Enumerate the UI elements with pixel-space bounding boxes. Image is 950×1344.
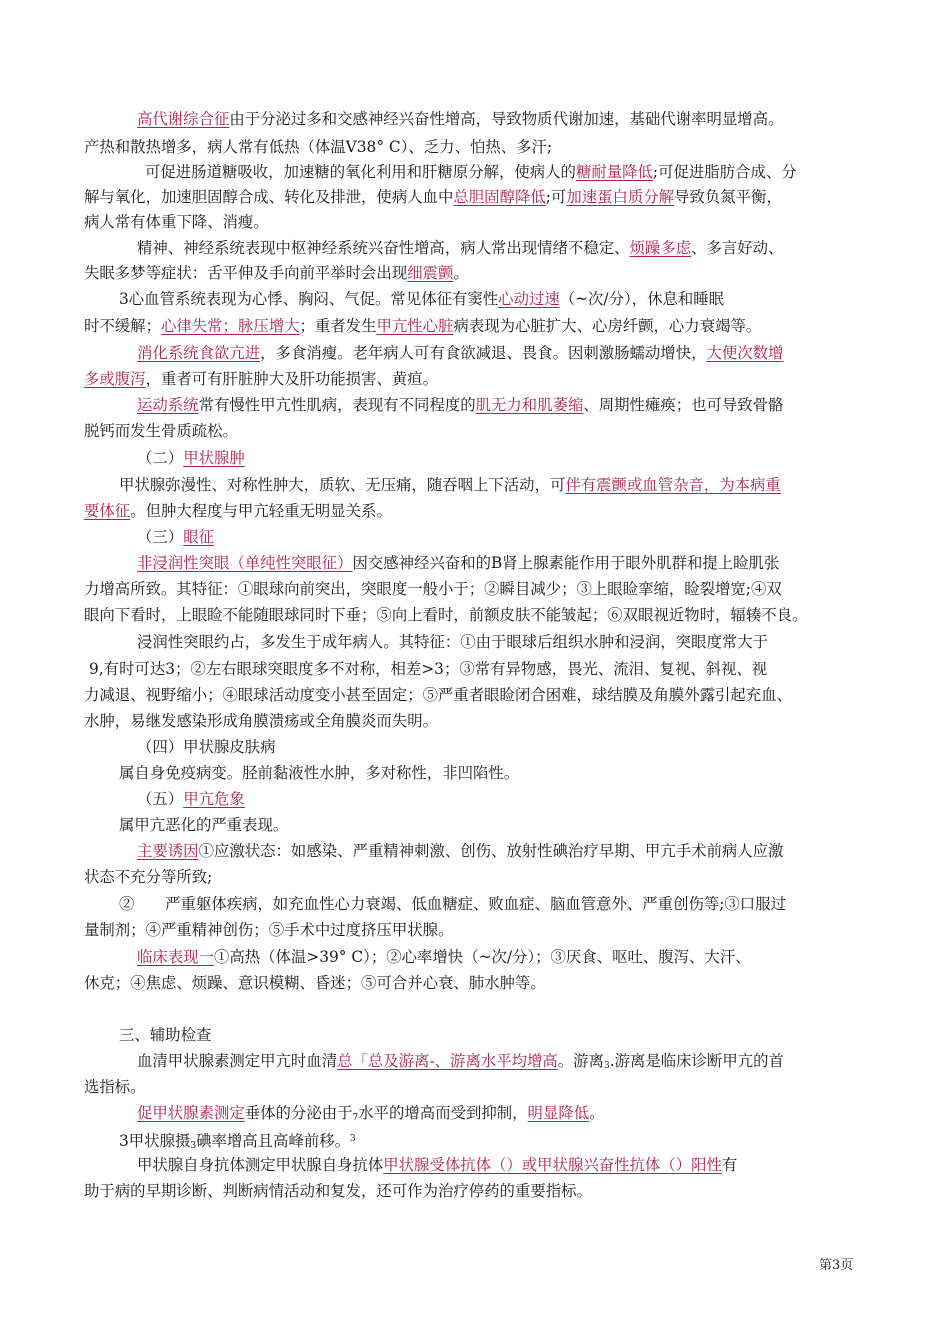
text-run: （五）	[137, 790, 184, 808]
text-run: 水肿，易继发感染形成角膜溃疡或全角膜炎而失明。	[84, 712, 438, 730]
text-run: 三、辅助检查	[119, 1026, 212, 1044]
text-line	[84, 212, 269, 232]
text-run: 3甲状腺摄	[119, 1132, 191, 1150]
text-run: 病人常有体重下降、消瘦。	[84, 213, 269, 231]
text-line	[137, 632, 768, 652]
text-run: 。	[589, 1104, 605, 1122]
text-line	[137, 1051, 784, 1076]
text-run: 浸润性突眼约占，多发生于成年病人。其特征：①由于眼球后组织水肿和浸润，突眼度常大于	[137, 633, 769, 651]
text-run: 。但肿大程度与甲亢轻重无明显关系。	[130, 502, 392, 520]
text-run: 血清甲状腺素测定甲亢时血清	[137, 1052, 338, 1070]
text-run: 。	[453, 264, 469, 282]
text-line	[137, 841, 783, 861]
highlighted-term: 眼征	[183, 528, 214, 546]
text-run: 由于分泌过多和交感神经兴奋性增高，导致物质代谢加速，基础代谢率明显增高。	[229, 110, 784, 128]
text-run: 因交感神经兴奋和的B肾上腺素能作用于眼外肌群和提上睑肌张	[352, 554, 780, 572]
text-line	[84, 920, 453, 940]
text-run: 甲状腺弥漫性、对称性肿大，质软、无压痛，随吞咽上下活动，可	[119, 476, 566, 494]
text-run: 力增高所致。其特征：①眼球向前突出，突眼度一般小于；②瞬目减少；③上眼睑挛缩，睑裂增宽;④双	[84, 580, 782, 598]
text-run: 可促进肠道糖吸收，加速糖的氧化利用和肝糖原分解，使病人的	[145, 163, 576, 181]
text-line	[119, 763, 519, 783]
text-run: 助于病的早期诊断、判断病情活动和复发，还可作为治疗停药的重要指标。	[84, 1182, 592, 1200]
text-run: 产热和散热增多，病人常有低热（体温V38° C）、乏力、怕热、多汗;	[84, 138, 553, 156]
highlighted-term: 心动过速	[498, 290, 560, 308]
highlighted-term: 大便次数增	[706, 344, 784, 362]
text-line	[119, 289, 724, 309]
text-run: 解与氧化，加速胆固醇合成、转化及排泄，使病人血中	[84, 188, 454, 206]
text-line	[137, 553, 779, 573]
text-line	[137, 395, 783, 415]
text-line	[84, 187, 782, 207]
text-run: 水平的增高而受到抑制，	[358, 1104, 528, 1122]
text-line	[84, 501, 392, 521]
subscript: 3	[190, 1141, 197, 1151]
highlighted-term: 伴有震颤或血管杂音，为本病重	[565, 476, 781, 494]
text-run: ；重者发生	[299, 317, 377, 335]
highlighted-term: 甲状腺肿	[183, 449, 245, 467]
text-line	[137, 789, 245, 809]
text-line	[137, 238, 783, 258]
text-run: ，多食消瘦。老年病人可有食欲减退、畏食。因刺激肠蠕动增快，	[260, 344, 707, 362]
text-line	[84, 579, 782, 599]
text-line	[119, 1129, 356, 1156]
text-line	[119, 815, 288, 835]
text-run: ② 严重躯体疾病，如充血性心力衰竭、低血糖症、败血症、脑血管意外、严重创伤等;③口服过	[119, 895, 786, 913]
subscript: 7	[352, 1113, 359, 1123]
text-line	[137, 109, 783, 129]
highlighted-term: 总胆固醇降低	[453, 188, 546, 206]
text-run: ;可	[545, 188, 567, 206]
highlighted-term: 明显降低	[527, 1104, 590, 1122]
text-run: ;可促进脂肪合成、分	[652, 163, 797, 181]
text-line	[84, 605, 807, 625]
text-run: 力减退、视野缩小；④眼球活动度变小甚至固定；⑤严重者眼睑闭合困难，球结膜及角膜外露引起充血、	[84, 686, 792, 704]
highlighted-term: 要体征	[84, 502, 131, 520]
text-run: 休克；④焦虑、烦躁、意识模糊、昏迷；⑤可合并心衰、肺水肿等。	[84, 974, 546, 992]
text-line	[89, 659, 767, 679]
text-run: 属自身免疫病变。胫前黏液性水肿，多对称性，非凹陷性。	[119, 764, 520, 782]
highlighted-term: 加速蛋白质分解	[566, 188, 675, 206]
highlighted-term: 细震颤	[407, 264, 454, 282]
text-run: （四）甲状腺皮肤病	[137, 738, 276, 756]
text-run: ，重者可有肝脏肿大及肝功能损害、黄疸。	[145, 370, 439, 388]
text-run: （二）	[137, 449, 184, 467]
text-run: 状态不充分等所致;	[84, 868, 213, 886]
text-run: 时不缓解；	[84, 317, 161, 335]
text-run: 碘率增高且高峰前移。	[196, 1132, 351, 1150]
highlighted-term: 甲亢性心脏	[376, 317, 454, 335]
text-line	[84, 137, 552, 157]
text-line	[137, 947, 751, 967]
text-run: （三）	[137, 528, 184, 546]
text-line	[84, 973, 546, 993]
page-number: 第3页	[819, 1258, 854, 1273]
text-run: 失眠多梦等症状：舌平伸及手向前平举时会出现	[84, 264, 408, 282]
highlighted-term: 非浸润性突眼（单纯性突眼征）	[137, 554, 353, 572]
highlighted-term: 运动系统	[137, 396, 199, 414]
highlighted-term: 肌无力和肌萎缩	[475, 396, 584, 414]
text-line	[137, 527, 214, 547]
text-run: 精神、神经系统表现中枢神经系统兴奋性增高，病人常出现情绪不稳定、	[137, 239, 630, 257]
highlighted-term: 心律失常；脉压增大	[160, 317, 300, 335]
text-run: 3心血管系统表现为心悸、胸闷、气促。常见体征有窦性	[119, 290, 499, 308]
text-run: .游离是临床诊断甲亢的首	[609, 1052, 784, 1070]
highlighted-term: 糖耐量降低	[575, 163, 653, 181]
text-line	[84, 685, 792, 705]
subscript: 3	[603, 1061, 610, 1071]
text-line	[119, 1025, 211, 1045]
highlighted-term: 消化系统食欲亢进	[137, 344, 261, 362]
text-line	[137, 1155, 737, 1175]
text-line	[84, 1181, 592, 1201]
text-line	[84, 867, 212, 887]
highlighted-term: 多或腹泻	[84, 370, 146, 388]
highlighted-term: 甲亢危象	[183, 790, 245, 808]
text-line	[84, 369, 438, 389]
text-run: 、多言好动、	[691, 239, 784, 257]
text-line	[145, 162, 797, 182]
text-run: ①高热（体温>39° C）；②心率增快（~次/分）；③厌食、呕吐、腹泻、大汗、	[213, 948, 751, 966]
text-run: 眼向下看时，上眼睑不能随眼球同时下垂；⑤向上看时，前额皮肤不能皱起；⑥双眼视近物时，辐辏不良。	[84, 606, 808, 624]
text-run: ①应激状态：如感染、严重精神刺激、创伤、放射性碘治疗早期、甲亢手术前病人应激	[198, 842, 784, 860]
text-line	[84, 263, 469, 283]
text-line	[119, 894, 786, 914]
text-line	[137, 343, 783, 363]
text-run: 属甲亢恶化的严重表现。	[119, 816, 289, 834]
text-run: 病表现为心脏扩大、心房纤颤，心力衰竭等。	[453, 317, 762, 335]
text-line	[137, 737, 276, 757]
text-run: 9,有时可达3；②左右眼球突眼度多不对称，相差>3；③常有异物感，畏光、流泪、复视、斜视、视	[89, 660, 768, 678]
highlighted-term: 主要诱因	[137, 842, 199, 860]
text-run: （~次/分），休息和睡眠	[559, 290, 725, 308]
text-run: 甲状腺自身抗体测定甲状腺自身抗体	[137, 1156, 384, 1174]
text-run: 常有慢性甲亢性肌病，表现有不同程度的	[198, 396, 476, 414]
text-run: 脱钙而发生骨质疏松。	[84, 422, 238, 440]
text-line	[137, 448, 245, 468]
highlighted-term: 烦躁多虑	[629, 239, 692, 257]
text-run: 垂体的分泌由于	[244, 1104, 353, 1122]
text-line	[84, 1077, 146, 1097]
text-line	[84, 421, 238, 441]
text-line	[84, 316, 761, 336]
text-run: 量制剂；④严重精神创伤；⑤手术中过度挤压甲状腺。	[84, 921, 454, 939]
highlighted-term: 甲状腺受体抗体（）或甲状腺兴奋性抗体（）阳性	[383, 1156, 722, 1174]
highlighted-term: 高代谢综合征	[137, 110, 230, 128]
text-run: 选指标。	[84, 1078, 146, 1096]
text-run: 有	[721, 1156, 738, 1174]
text-line	[119, 475, 781, 495]
highlighted-term: 总「总及游离-、游离水平均增高	[337, 1052, 558, 1070]
highlighted-term: 临床表现一	[137, 948, 214, 966]
text-line	[137, 1103, 605, 1128]
text-line	[84, 711, 438, 731]
highlighted-term: 促甲状腺素测定	[137, 1104, 245, 1122]
text-run: 。游离	[557, 1052, 604, 1070]
text-run: 、周期性瘫痪；也可导致骨骼	[583, 396, 784, 414]
text-run: 导致负氮平衡，	[674, 188, 782, 206]
superscript: 3	[350, 1134, 356, 1144]
